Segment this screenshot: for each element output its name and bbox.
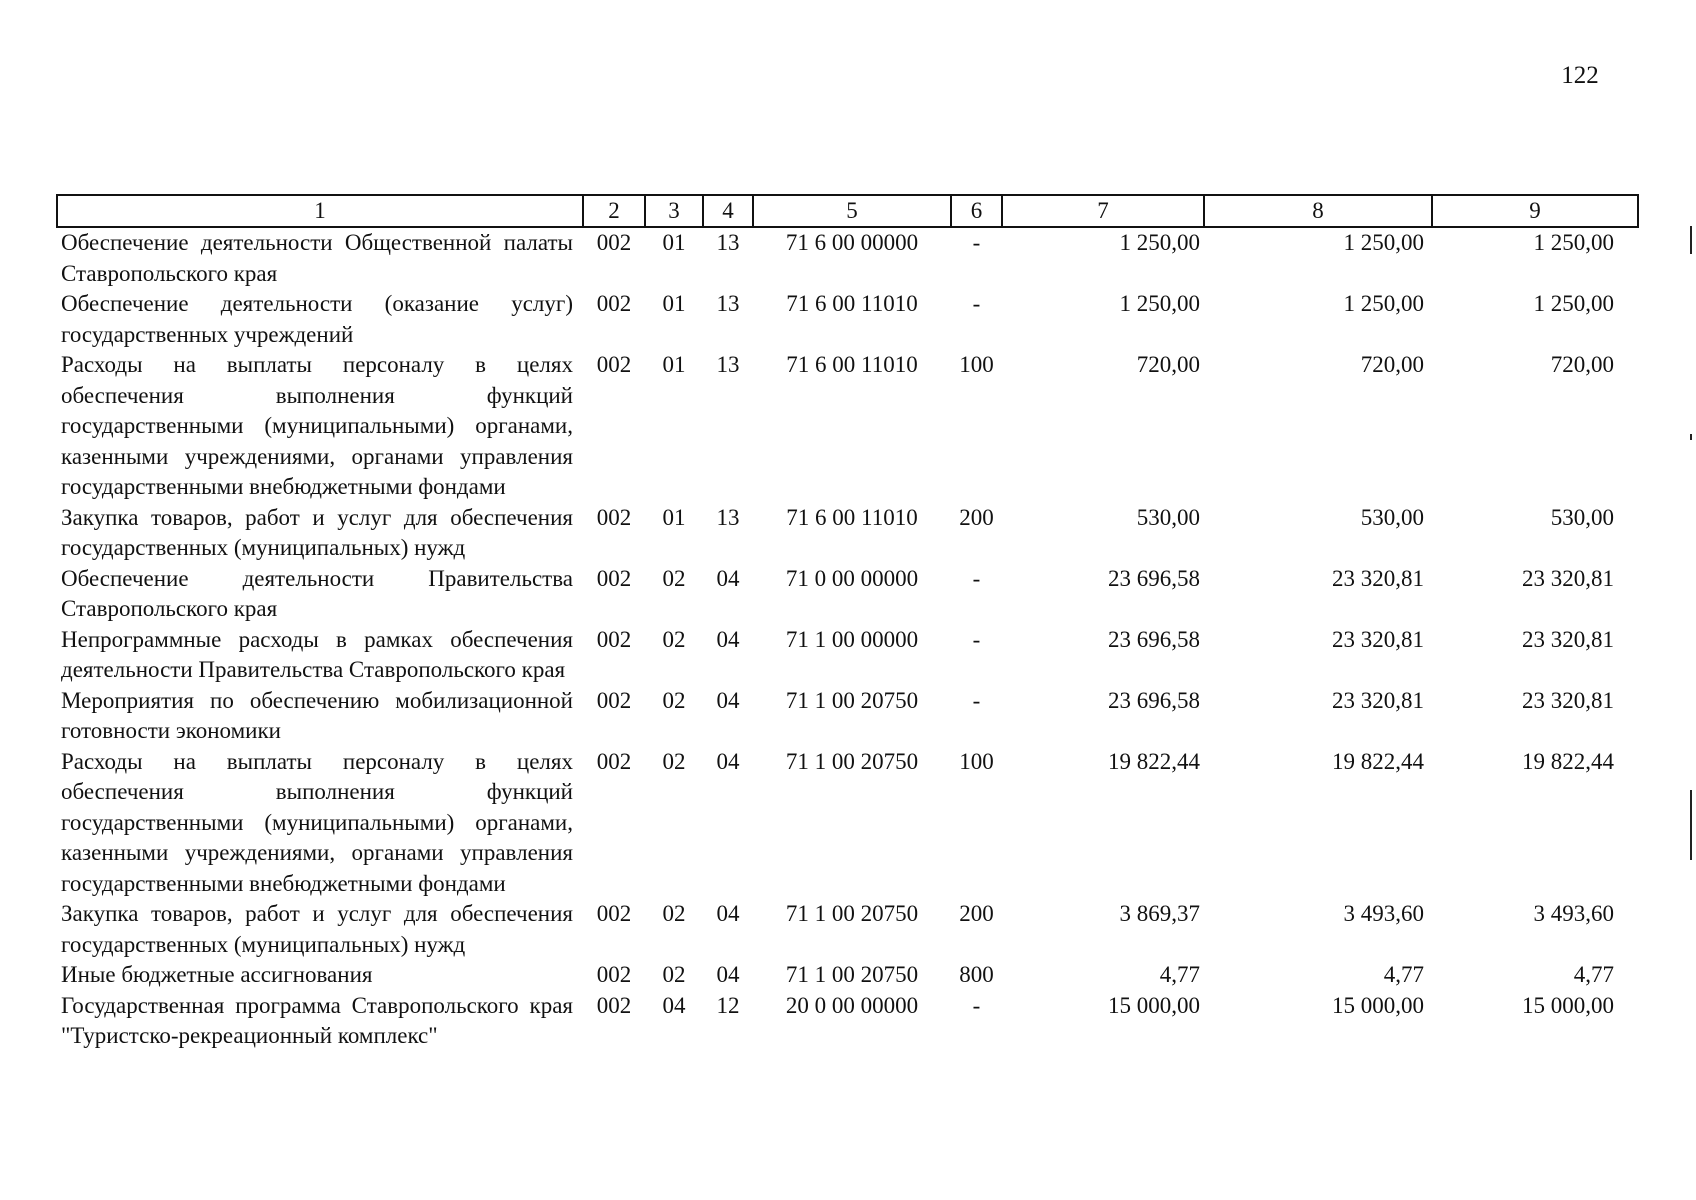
- row-value-cell: 720,00: [1136, 352, 1200, 377]
- table-row: [57, 350, 1638, 503]
- row-value-cell: 4,77: [1573, 962, 1614, 987]
- row-name-cell: Мероприятия по обеспечению мобилизационной готовности экономики: [61, 687, 573, 743]
- table-row: [57, 625, 1638, 686]
- page-number: 122: [1561, 62, 1599, 89]
- table-row: [57, 289, 1638, 350]
- row-value-cell: 13: [716, 352, 740, 377]
- row-value-cell: 3 493,60: [1343, 901, 1424, 926]
- row-value-cell: 04: [716, 748, 740, 774]
- row-value-cell: 19 822,44: [1522, 748, 1614, 774]
- row-value-cell: 71 6 00 11010: [786, 504, 918, 530]
- row-value-cell: 23 696,58: [1108, 687, 1200, 713]
- row-value-cell: 04: [716, 901, 740, 926]
- row-value-cell: 71 6 00 00000: [785, 230, 919, 255]
- budget-table: [56, 194, 1639, 1052]
- row-value-cell: 04: [716, 626, 740, 652]
- row-value-cell: 19 822,44: [1108, 748, 1200, 774]
- row-value-cell: 1 250,00: [1343, 230, 1424, 255]
- scan-edge-mark: [1690, 434, 1692, 440]
- row-name-cell: Обеспечение деятельности Общественной палаты Ставропольского края: [61, 230, 573, 286]
- row-name-cell: Обеспечение деятельности Правительства Ставропольского края: [61, 565, 573, 621]
- row-name-cell: Расходы на выплаты персоналу в целях обеспечения выполнения функций государственными (муниципальными) органами, казенными учреждениями, органами управления государственными внебюджетными фондами: [61, 748, 573, 896]
- row-value-cell: 04: [662, 992, 686, 1018]
- row-value-cell: 02: [662, 565, 686, 591]
- scan-edge-mark: [1690, 226, 1692, 254]
- row-value-cell: 23 696,58: [1108, 626, 1200, 652]
- row-value-cell: 002: [596, 291, 632, 316]
- row-value-cell: 15 000,00: [1522, 992, 1614, 1018]
- row-name-cell: Расходы на выплаты персоналу в целях обеспечения выполнения функций государственными (муниципальными) органами, казенными учреждениями, органами управления государственными внебюджетными фондами: [61, 352, 573, 499]
- row-value-cell: 02: [662, 626, 686, 652]
- row-value-cell: 71 6 00 11010: [786, 291, 918, 316]
- row-value-cell: 1 250,00: [1533, 291, 1614, 316]
- row-value-cell: 23 320,81: [1522, 687, 1614, 713]
- row-value-cell: 1 250,00: [1343, 291, 1424, 316]
- table-row: [57, 960, 1638, 991]
- table-row: [57, 899, 1638, 960]
- row-value-cell: 71 6 00 11010: [786, 352, 918, 377]
- row-value-cell: 01: [662, 230, 686, 255]
- row-value-cell: 12: [716, 992, 740, 1018]
- row-value-cell: 002: [596, 687, 632, 713]
- table-row: [57, 686, 1638, 747]
- row-value-cell: -: [972, 687, 981, 713]
- row-value-cell: 20 0 00 00000: [785, 992, 919, 1018]
- row-value-cell: 19 822,44: [1332, 748, 1424, 774]
- column-header: 1: [57, 195, 583, 227]
- row-value-cell: 530,00: [1136, 504, 1200, 530]
- row-value-cell: 4,77: [1159, 962, 1200, 987]
- row-value-cell: 002: [596, 504, 632, 530]
- row-value-cell: 23 320,81: [1332, 687, 1424, 713]
- column-header: 7: [1002, 195, 1204, 227]
- row-name-cell: Закупка товаров, работ и услуг для обеспечения государственных (муниципальных) нужд: [61, 504, 573, 560]
- row-value-cell: 530,00: [1550, 504, 1614, 530]
- column-header: 9: [1432, 195, 1638, 227]
- row-value-cell: 720,00: [1550, 352, 1614, 377]
- row-value-cell: 1 250,00: [1119, 291, 1200, 316]
- row-value-cell: 02: [662, 687, 686, 713]
- row-value-cell: 04: [716, 565, 740, 591]
- row-value-cell: 800: [959, 962, 994, 987]
- row-value-cell: 002: [596, 230, 632, 255]
- row-value-cell: 13: [716, 291, 740, 316]
- row-value-cell: 720,00: [1360, 352, 1424, 377]
- column-header: 4: [703, 195, 753, 227]
- row-value-cell: 4,77: [1383, 962, 1424, 987]
- row-value-cell: -: [972, 565, 981, 591]
- row-value-cell: 3 493,60: [1533, 901, 1614, 926]
- row-value-cell: 002: [596, 626, 632, 652]
- row-value-cell: 002: [596, 901, 632, 926]
- row-name-cell: Непрограммные расходы в рамках обеспечения деятельности Правительства Ставропольского края: [61, 626, 573, 682]
- row-value-cell: 23 696,58: [1108, 565, 1200, 591]
- row-name-cell: Обеспечение деятельности (оказание услуг) государственных учреждений: [61, 291, 573, 347]
- row-value-cell: 1 250,00: [1533, 230, 1614, 255]
- table-body: [57, 227, 1638, 1052]
- table-header-row: [57, 195, 1638, 227]
- row-value-cell: 23 320,81: [1332, 565, 1424, 591]
- row-value-cell: 13: [716, 504, 740, 530]
- row-value-cell: 04: [716, 687, 740, 713]
- row-value-cell: 01: [662, 291, 686, 316]
- row-value-cell: -: [972, 626, 981, 652]
- row-value-cell: 530,00: [1360, 504, 1424, 530]
- row-value-cell: 71 1 00 20750: [785, 901, 919, 926]
- row-value-cell: 02: [662, 748, 686, 774]
- row-value-cell: 200: [959, 504, 994, 530]
- row-value-cell: 71 0 00 00000: [785, 565, 919, 591]
- row-value-cell: 002: [596, 565, 632, 591]
- row-value-cell: 15 000,00: [1332, 992, 1424, 1018]
- row-value-cell: 04: [716, 962, 740, 987]
- row-value-cell: 002: [596, 748, 632, 774]
- row-value-cell: 71 1 00 20750: [785, 962, 919, 987]
- row-value-cell: 13: [716, 230, 740, 255]
- scan-edge-mark: [1690, 790, 1692, 860]
- column-header: 2: [583, 195, 645, 227]
- row-value-cell: 15 000,00: [1108, 992, 1200, 1018]
- table-row: [57, 991, 1638, 1052]
- row-value-cell: 71 1 00 20750: [785, 748, 919, 774]
- row-name-cell: Иные бюджетные ассигнования: [61, 962, 373, 987]
- row-value-cell: 1 250,00: [1119, 230, 1200, 255]
- row-value-cell: 71 1 00 20750: [785, 687, 919, 713]
- row-value-cell: 23 320,81: [1522, 565, 1614, 591]
- row-value-cell: 71 1 00 00000: [785, 626, 919, 652]
- row-value-cell: -: [972, 992, 981, 1018]
- row-value-cell: 01: [662, 352, 686, 377]
- table-row: [57, 227, 1638, 289]
- table-row: [57, 747, 1638, 900]
- row-value-cell: -: [972, 291, 981, 316]
- row-value-cell: 23 320,81: [1522, 626, 1614, 652]
- row-value-cell: 100: [959, 352, 994, 377]
- column-header: 3: [645, 195, 703, 227]
- table-row: [57, 503, 1638, 564]
- row-value-cell: 23 320,81: [1332, 626, 1424, 652]
- row-value-cell: -: [972, 230, 981, 255]
- row-value-cell: 02: [662, 962, 686, 987]
- column-header: 8: [1204, 195, 1432, 227]
- row-value-cell: 100: [959, 748, 994, 774]
- column-header: 5: [753, 195, 951, 227]
- row-value-cell: 02: [662, 901, 686, 926]
- row-value-cell: 3 869,37: [1119, 901, 1200, 926]
- row-value-cell: 002: [596, 962, 632, 987]
- row-name-cell: Закупка товаров, работ и услуг для обеспечения государственных (муниципальных) нужд: [61, 901, 573, 957]
- row-value-cell: 200: [959, 901, 994, 926]
- row-value-cell: 002: [596, 992, 632, 1018]
- row-value-cell: 002: [596, 352, 632, 377]
- table-row: [57, 564, 1638, 625]
- row-name-cell: Государственная программа Ставропольского края "Туристско-рекреационный комплекс": [61, 992, 573, 1048]
- row-value-cell: 01: [662, 504, 686, 530]
- column-header: 6: [951, 195, 1002, 227]
